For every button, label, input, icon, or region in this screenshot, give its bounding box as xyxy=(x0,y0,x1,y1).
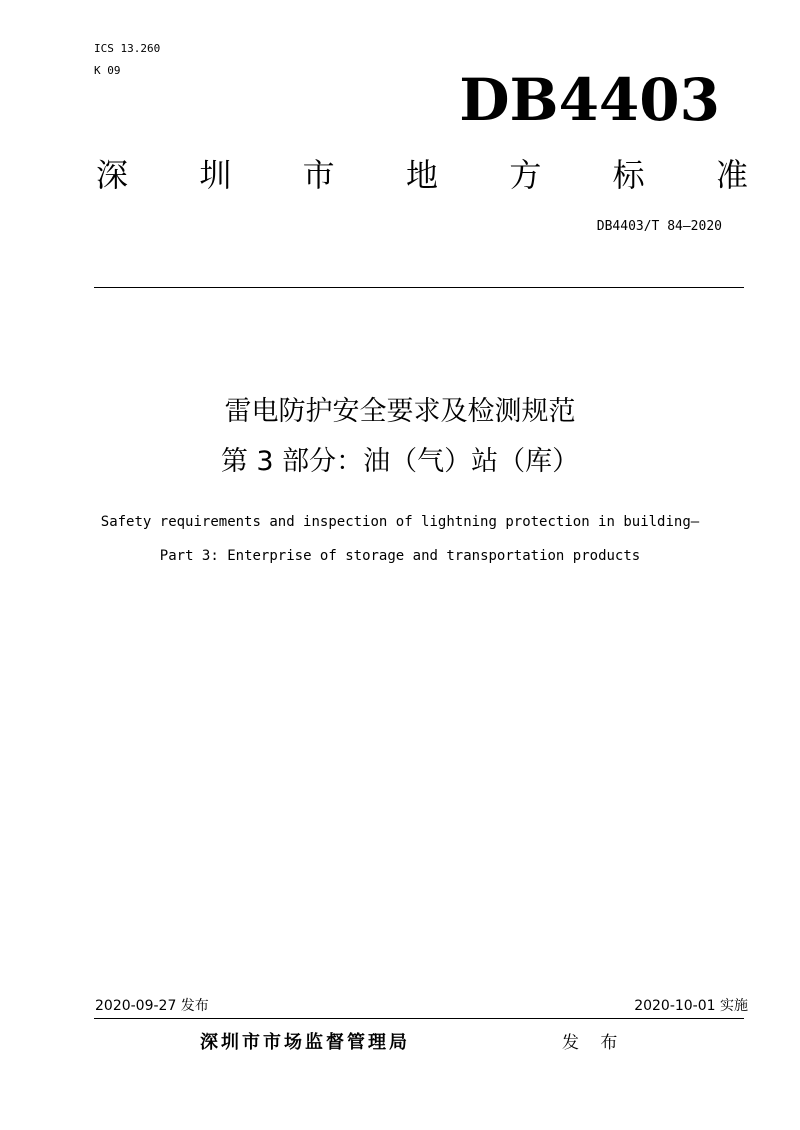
header-divider xyxy=(94,287,744,288)
standard-type-char: 方 xyxy=(509,156,542,194)
issuing-authority: 深圳市市场监督管理局 xyxy=(200,1032,410,1053)
standard-type-char: 地 xyxy=(405,156,438,194)
standard-type xyxy=(96,153,748,197)
title-chinese-line-1: 雷电防护安全要求及检测规范 xyxy=(224,396,576,427)
issue-date: 2020-09-27 发布 xyxy=(95,998,209,1014)
standard-type-char: 准 xyxy=(715,156,748,194)
standard-type-char: 市 xyxy=(302,156,335,194)
footer-divider xyxy=(94,1018,744,1019)
publish-label: 发 布 xyxy=(562,1033,626,1053)
title-chinese-line-2: 第 3 部分：油（气）站（库） xyxy=(220,446,580,477)
standard-number: DB4403/T 84—2020 xyxy=(596,219,722,234)
title-english-line-2: Part 3: Enterprise of storage and transportation products xyxy=(159,548,641,564)
standard-type-char: 标 xyxy=(612,156,645,194)
standard-type-char: 圳 xyxy=(199,156,232,194)
title-english-line-1: Safety requirements and inspection of lightning protection in building— xyxy=(100,514,700,530)
ics-code: ICS 13.260 xyxy=(94,42,161,55)
ccs-code: K 09 xyxy=(94,64,121,77)
standard-type-char: 深 xyxy=(96,156,129,194)
implementation-date: 2020-10-01 实施 xyxy=(634,998,748,1014)
series-code: DB4403 xyxy=(459,66,720,134)
